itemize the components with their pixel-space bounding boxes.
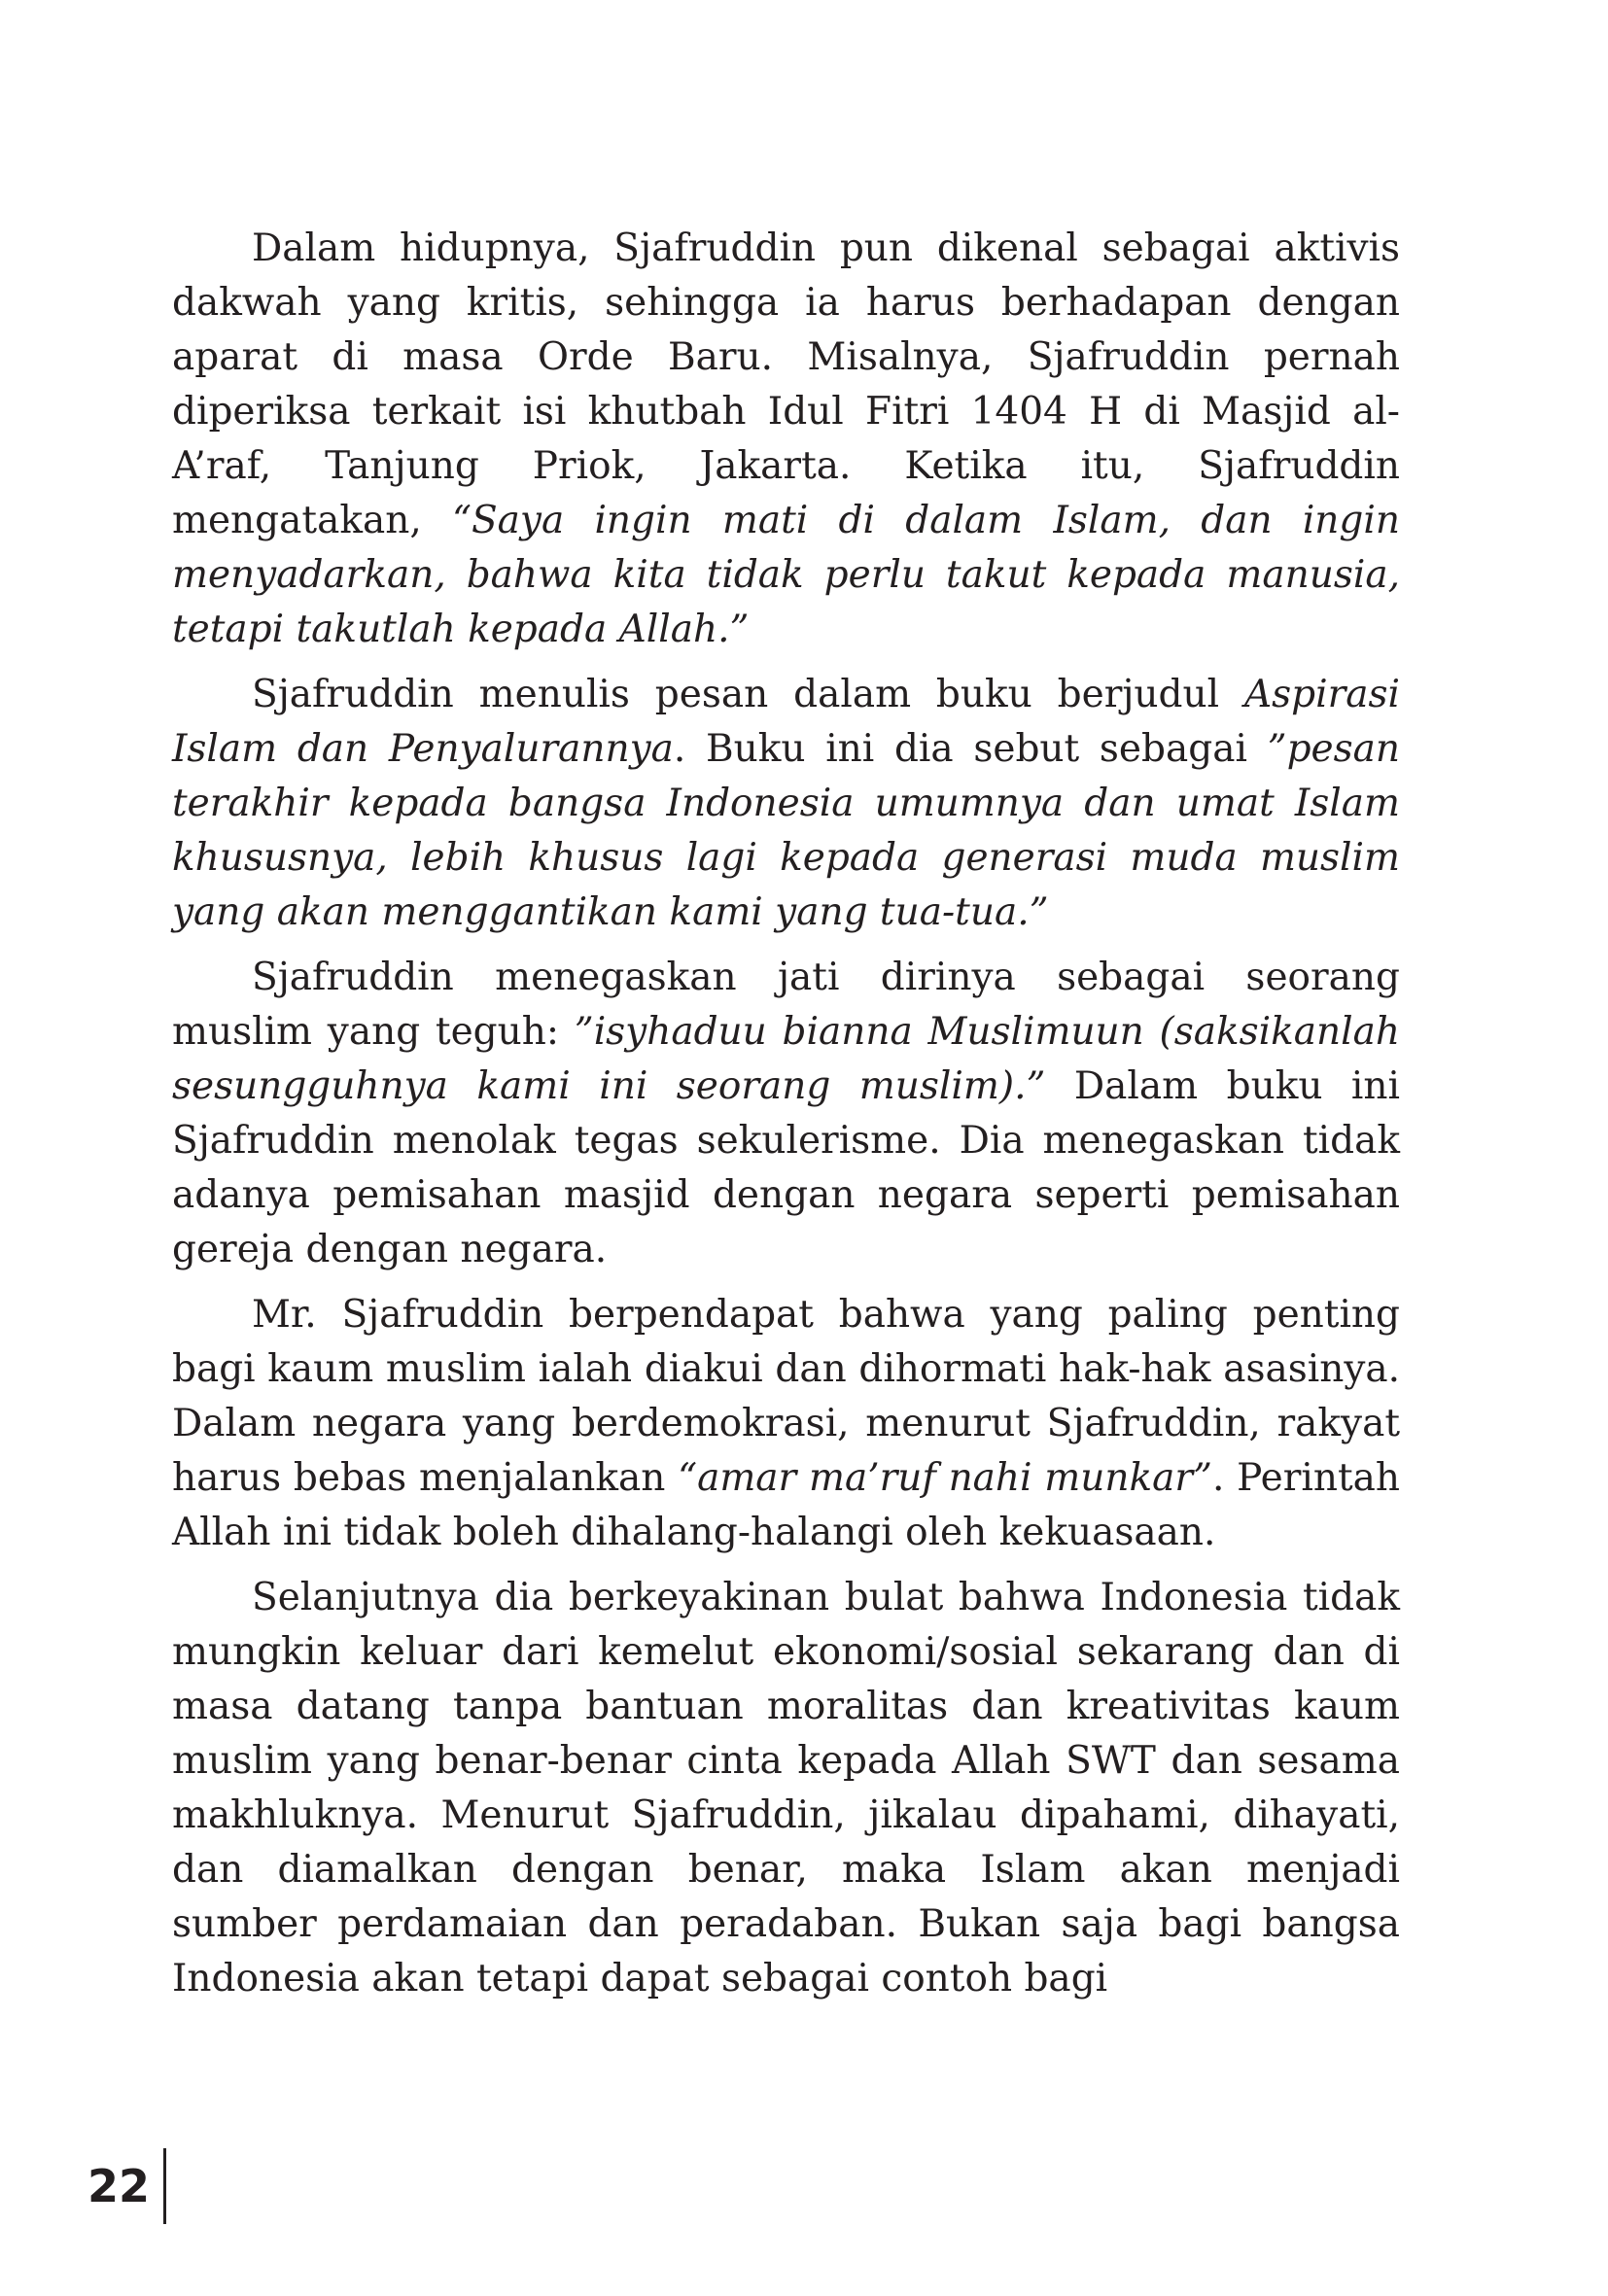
paragraph-text: Sjafruddin menulis pesan dalam buku berjudul: [252, 673, 1244, 716]
paragraph-text: Dalam buku ini Sjafruddin menolak tegas sekulerisme. Dia menegaskan tidak adanya pemisahan masjid dengan negara seperti pemisahan gereja dengan negara.: [172, 1064, 1400, 1271]
paragraph-aspirasi-islam: [172, 668, 1400, 940]
quote-italic: ”isyhaduu bianna Muslimuun (saksikanlah sesungguhnya kami ini seorang muslim).”: [172, 1010, 1400, 1108]
paragraph-text: Dalam hidupnya, Sjafruddin pun dikenal sebagai aktivis dakwah yang kritis, sehingga ia harus berhadapan dengan aparat di masa Orde Baru. Misalnya, Sjafruddin pernah diperiksa terkait isi khutbah Idul Fitri 1404 H di Masjid al-A’raf, Tanjung Priok, Jakarta. Ketika itu, Sjafruddin mengatakan,: [172, 226, 1400, 542]
paragraph-text: Sjafruddin menegaskan jati dirinya sebagai seorang muslim yang teguh:: [172, 956, 1400, 1054]
term-italic: “amar ma’ruf nahi munkar”: [678, 1456, 1212, 1500]
quote-italic: ”pesan terakhir kepada bangsa Indonesia umumnya dan umat Islam khususnya, lebih khusus lagi kepada generasi muda muslim yang akan menggantikan kami yang tua-tua.”: [172, 727, 1400, 934]
paragraph-text: . Buku ini dia sebut sebagai: [673, 727, 1268, 771]
quote-italic: “Saya ingin mati di dalam Islam, dan ingin menyadarkan, bahwa kita tidak perlu takut kepada manusia, tetapi takutlah kepada Allah.”: [172, 499, 1400, 651]
page-number: 22: [87, 2160, 151, 2212]
paragraph-text: . Perintah Allah ini tidak boleh dihalang-halangi oleh kekuasaan.: [172, 1456, 1401, 1554]
page-number-divider: [163, 2148, 166, 2224]
body-text: [172, 222, 1400, 2017]
paragraph-hak-asasi: [172, 1288, 1400, 1560]
page-footer: [87, 2148, 166, 2224]
paragraph-text: Mr. Sjafruddin berpendapat bahwa yang paling penting bagi kaum muslim ialah diakui dan dihormati hak-hak asasinya. Dalam negara yang berdemokrasi, menurut Sjafruddin, rakyat harus bebas menjalankan: [172, 1293, 1400, 1500]
paragraph-text: Selanjutnya dia berkeyakinan bulat bahwa Indonesia tidak mungkin keluar dari kemelut ekonomi/sosial sekarang dan di masa datang tanpa bantuan moralitas dan kreativitas kaum muslim yang benar-benar cinta kepada Allah SWT dan sesama makhluknya. Menurut Sjafruddin, jikalau dipahami, dihayati, dan diamalkan dengan benar, maka Islam akan menjadi sumber perdamaian dan peradaban. Bukan saja bagi bangsa Indonesia akan tetapi dapat sebagai contoh bagi: [172, 1576, 1400, 2000]
paragraph-kemelut-ekonomi: [172, 1571, 1400, 2006]
paragraph-jati-diri: [172, 951, 1400, 1277]
book-title-italic: Aspirasi Islam dan Penyalurannya: [172, 673, 1400, 771]
paragraph-aktivis-dakwah: [172, 222, 1400, 657]
